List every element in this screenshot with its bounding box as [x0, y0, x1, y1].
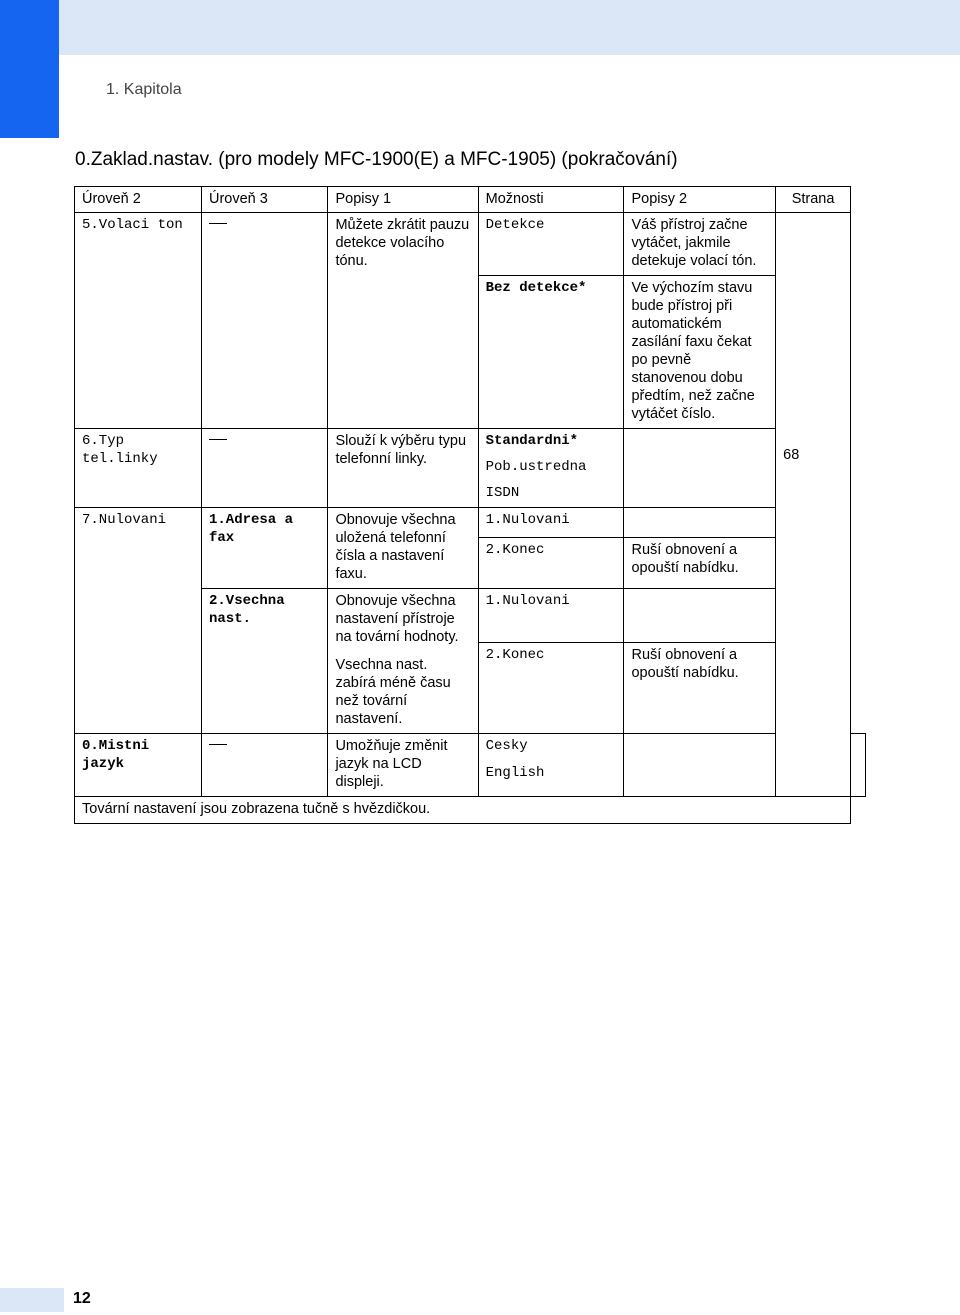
- page-ref-cell: [776, 213, 851, 797]
- chapter-tab-block: [0, 0, 59, 138]
- page-number-band: [0, 1288, 64, 1312]
- page-number: 12: [73, 1290, 91, 1307]
- level2-cell: 7.Nulovani: [75, 508, 202, 734]
- desc2-cell: [624, 429, 776, 508]
- level2-cell: 0.Mistni jazyk: [75, 734, 202, 797]
- table-row: [75, 213, 866, 276]
- desc2-cell: Ve výchozím stavu bude přístroj při automatickém zasílání faxu čekat po pevně stanovenou dobu předtím, než začne vytáčet číslo.: [624, 276, 776, 429]
- dash-mark: [209, 439, 227, 440]
- level2-cell: 6.Typ tel.linky: [75, 429, 202, 508]
- page-ref: 68: [783, 447, 800, 463]
- desc2-cell: [624, 734, 776, 797]
- desc1-cell: Umožňuje změnit jazyk na LCD displeji.: [328, 734, 478, 797]
- option-cell: [478, 734, 624, 797]
- option-item: English: [485, 765, 545, 781]
- header-desc1: Popisy 1: [328, 187, 478, 213]
- table-header-row: [75, 187, 866, 213]
- level2-cell: 5.Volaci ton: [75, 213, 202, 429]
- desc2-cell: [624, 508, 776, 538]
- desc2-cell: Ruší obnovení a opouští nabídku.: [624, 643, 776, 734]
- desc1-cell: Můžete zkrátit pauzu detekce volacího tónu.: [328, 213, 478, 429]
- dash-mark: [209, 744, 227, 745]
- dash-mark: [209, 223, 227, 224]
- header-page: Strana: [776, 187, 851, 213]
- table-footer-row: [75, 797, 866, 824]
- desc1-note: Vsechna nast. zabírá méně času než tovární nastavení.: [335, 657, 451, 727]
- option-cell: 2.Konec: [478, 643, 624, 734]
- level3-cell: 1.Adresa a fax: [202, 508, 328, 589]
- header-band: [59, 0, 960, 55]
- desc1-cell: Obnovuje všechna uložená telefonní čísla a nastavení faxu.: [328, 508, 478, 589]
- page-ref-cell: [851, 734, 866, 797]
- header-level2: Úroveň 2: [75, 187, 202, 213]
- header-options: Možnosti: [478, 187, 624, 213]
- option-cell: Standardni*: [478, 429, 624, 456]
- desc1-paragraph: Obnovuje všechna nastavení přístroje na tovární hodnoty.: [335, 593, 459, 645]
- header-desc2: Popisy 2: [624, 187, 776, 213]
- settings-table: [74, 186, 866, 824]
- option-cell: Bez detekce*: [478, 276, 624, 429]
- option-cell: 1.Nulovani: [478, 589, 624, 643]
- table-row: [75, 508, 866, 538]
- header-level3: Úroveň 3: [202, 187, 328, 213]
- desc2-cell: Váš přístroj začne vytáčet, jakmile detekuje volací tón.: [624, 213, 776, 276]
- table-footnote: Tovární nastavení jsou zobrazena tučně s hvězdičkou.: [75, 797, 851, 824]
- desc1-cell: [328, 589, 478, 734]
- option-cell: 2.Konec: [478, 538, 624, 589]
- desc2-cell: Ruší obnovení a opouští nabídku.: [624, 538, 776, 589]
- option-item: Cesky: [485, 738, 528, 754]
- desc1-cell: Slouží k výběru typu telefonní linky.: [328, 429, 478, 508]
- table-row: [75, 429, 866, 456]
- section-title: 0.Zaklad.nastav. (pro modely MFC-1900(E) a MFC-1905) (pokračování): [75, 149, 678, 170]
- option-cell: Detekce: [478, 213, 624, 276]
- level3-cell: [202, 429, 328, 508]
- option-cell: Pob.ustredna: [478, 455, 624, 481]
- table-row: [75, 734, 866, 797]
- option-cell: ISDN: [478, 481, 624, 508]
- chapter-label: 1. Kapitola: [106, 81, 182, 98]
- option-cell: 1.Nulovani: [478, 508, 624, 538]
- desc2-cell: [624, 589, 776, 643]
- level3-cell: 2.Vsechna nast.: [202, 589, 328, 734]
- level3-cell: [202, 213, 328, 429]
- level3-cell: [202, 734, 328, 797]
